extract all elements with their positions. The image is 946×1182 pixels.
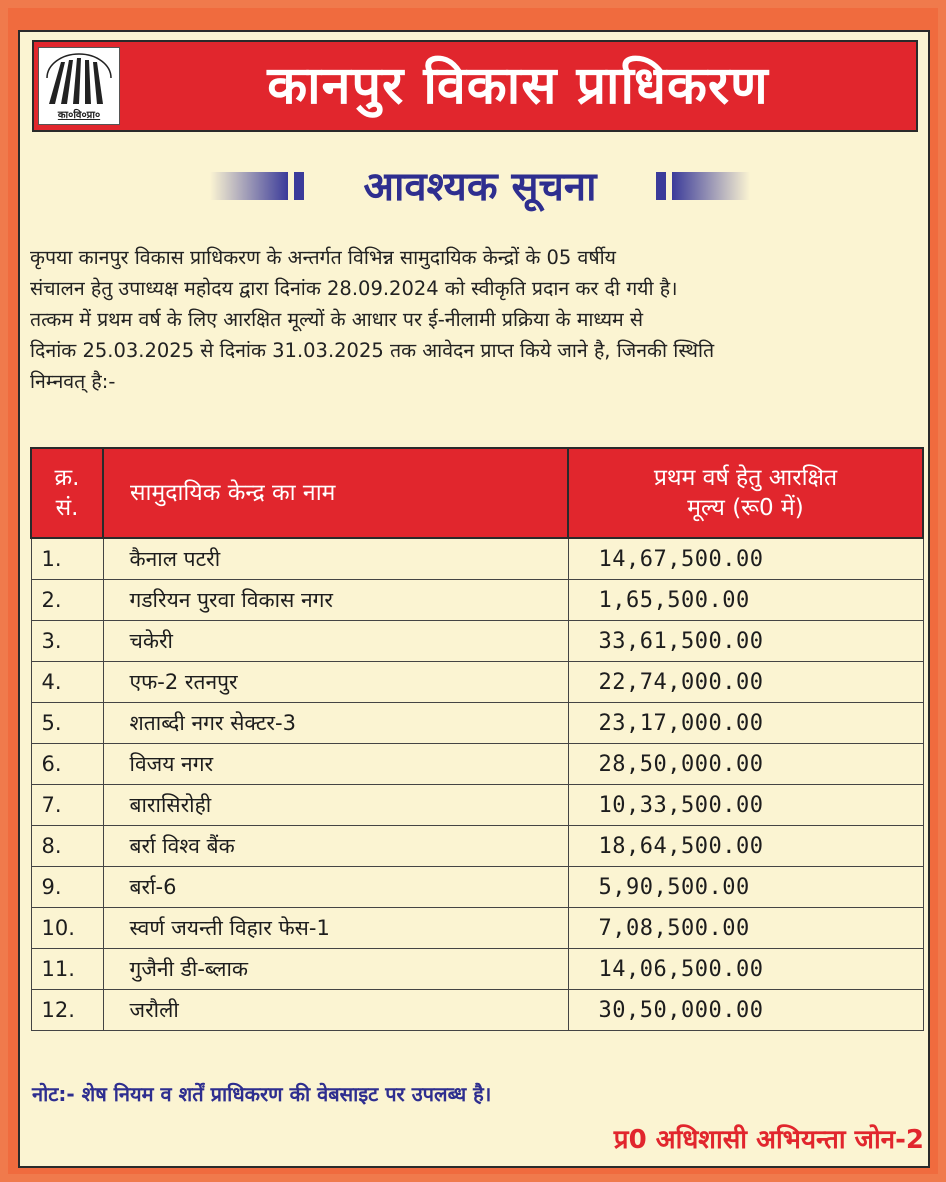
row-price: 7,08,500.00 bbox=[568, 908, 923, 949]
table-row bbox=[31, 662, 923, 703]
row-price: 18,64,500.00 bbox=[568, 826, 923, 867]
row-price: 30,50,000.00 bbox=[568, 990, 923, 1031]
header-center-name: सामुदायिक केन्द्र का नाम bbox=[103, 448, 568, 538]
footnote: नोट:- शेष नियम व शर्तें प्राधिकरण की वेबसाइट पर उपलब्ध है। bbox=[32, 1082, 492, 1106]
row-serial: 1. bbox=[31, 538, 103, 580]
decor-band-right bbox=[672, 172, 750, 200]
header-reserve-price: प्रथम वर्ष हेतु आरक्षित मूल्य (रू0 में) bbox=[568, 448, 923, 538]
intro-paragraph bbox=[30, 242, 920, 397]
row-price: 14,67,500.00 bbox=[568, 538, 923, 580]
row-price: 10,33,500.00 bbox=[568, 785, 923, 826]
centers-table-wrap bbox=[30, 447, 932, 1031]
row-serial: 10. bbox=[31, 908, 103, 949]
intro-line: दिनांक 25.03.2025 से दिनांक 31.03.2025 तक आवेदन प्राप्त किये जाने है, जिनकी स्थिति bbox=[30, 339, 715, 362]
row-serial: 8. bbox=[31, 826, 103, 867]
table-row bbox=[31, 990, 923, 1031]
decor-band-left bbox=[210, 172, 288, 200]
logo-text: का०वि०प्रा० bbox=[57, 110, 101, 121]
row-serial: 2. bbox=[31, 580, 103, 621]
centers-table bbox=[30, 447, 924, 1031]
decor-square-right bbox=[656, 172, 666, 200]
subheading-band bbox=[210, 156, 750, 218]
table-row bbox=[31, 580, 923, 621]
row-price: 14,06,500.00 bbox=[568, 949, 923, 990]
intro-line: संचालन हेतु उपाध्यक्ष महोदय द्वारा दिनांक 28.09.2024 को स्वीकृति प्रदान कर दी गयी है। bbox=[30, 277, 678, 300]
notice-body bbox=[18, 30, 930, 1168]
row-serial: 7. bbox=[31, 785, 103, 826]
table-row bbox=[31, 785, 923, 826]
row-serial: 6. bbox=[31, 744, 103, 785]
header-banner bbox=[32, 40, 918, 132]
row-center-name: चकेरी bbox=[103, 621, 568, 662]
table-row bbox=[31, 538, 923, 580]
row-center-name: शताब्दी नगर सेक्टर-3 bbox=[103, 703, 568, 744]
row-price: 23,17,000.00 bbox=[568, 703, 923, 744]
table-row bbox=[31, 744, 923, 785]
table-row bbox=[31, 621, 923, 662]
row-price: 22,74,000.00 bbox=[568, 662, 923, 703]
row-center-name: एफ-2 रतनपुर bbox=[103, 662, 568, 703]
signature: प्र0 अधिशासी अभियन्ता जोन-2 bbox=[613, 1125, 924, 1155]
row-center-name: बर्रा-6 bbox=[103, 867, 568, 908]
row-price: 1,65,500.00 bbox=[568, 580, 923, 621]
row-center-name: गुजैनी डी-ब्लाक bbox=[103, 949, 568, 990]
row-serial: 12. bbox=[31, 990, 103, 1031]
notice-heading: आवश्यक सूचना bbox=[363, 164, 597, 210]
row-center-name: बारासिरोही bbox=[103, 785, 568, 826]
table-row bbox=[31, 949, 923, 990]
table-header-row bbox=[31, 448, 923, 538]
row-center-name: जरौली bbox=[103, 990, 568, 1031]
row-serial: 5. bbox=[31, 703, 103, 744]
kda-emblem-icon bbox=[39, 48, 119, 108]
table-row bbox=[31, 908, 923, 949]
row-price: 28,50,000.00 bbox=[568, 744, 923, 785]
row-center-name: कैनाल पटरी bbox=[103, 538, 568, 580]
header-serial: क्र. सं. bbox=[31, 448, 103, 538]
row-center-name: बर्रा विश्व बैंक bbox=[103, 826, 568, 867]
row-serial: 4. bbox=[31, 662, 103, 703]
row-serial: 9. bbox=[31, 867, 103, 908]
row-center-name: विजय नगर bbox=[103, 744, 568, 785]
decor-square-left bbox=[294, 172, 304, 200]
intro-line: कृपया कानपुर विकास प्राधिकरण के अन्तर्गत विभिन्न सामुदायिक केन्द्रों के 05 वर्षीय bbox=[30, 246, 616, 269]
row-price: 33,61,500.00 bbox=[568, 621, 923, 662]
table-row bbox=[31, 867, 923, 908]
row-serial: 3. bbox=[31, 621, 103, 662]
kda-logo bbox=[38, 47, 120, 125]
row-center-name: गडरियन पुरवा विकास नगर bbox=[103, 580, 568, 621]
row-serial: 11. bbox=[31, 949, 103, 990]
page-title: कानपुर विकास प्राधिकरण bbox=[267, 56, 769, 116]
intro-line: तत्कम में प्रथम वर्ष के लिए आरक्षित मूल्यों के आधार पर ई-नीलामी प्रक्रिया के माध्यम से bbox=[30, 308, 644, 331]
row-center-name: स्वर्ण जयन्ती विहार फेस-1 bbox=[103, 908, 568, 949]
row-price: 5,90,500.00 bbox=[568, 867, 923, 908]
table-row bbox=[31, 826, 923, 867]
table-row bbox=[31, 703, 923, 744]
intro-line: निम्नवत् है:- bbox=[30, 370, 116, 393]
